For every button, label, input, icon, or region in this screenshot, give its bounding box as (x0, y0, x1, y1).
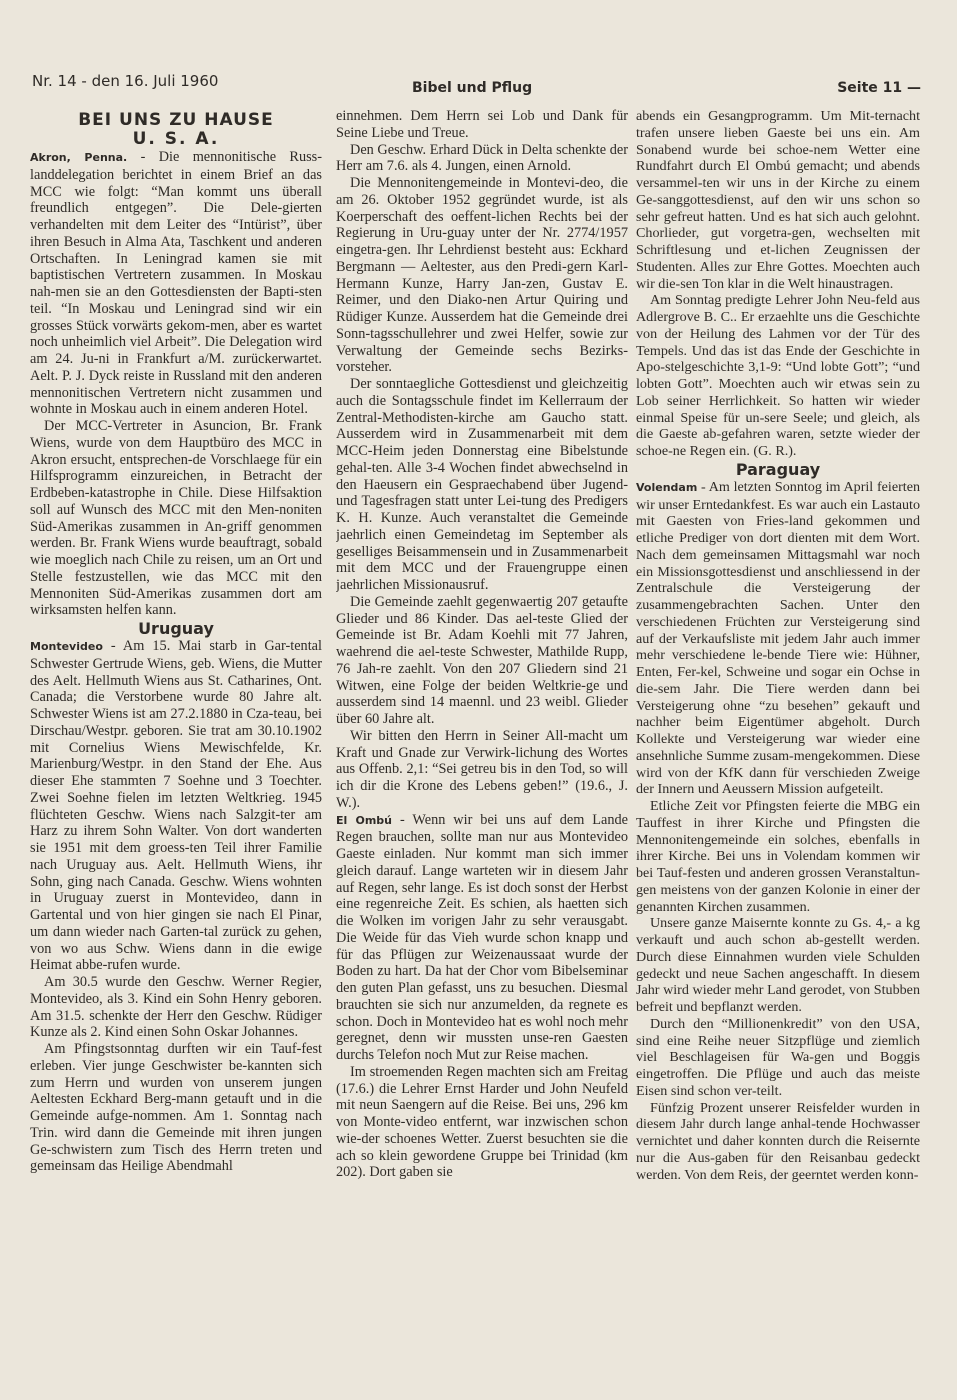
article-paragraph (30, 974, 322, 1041)
article-paragraph (30, 1041, 322, 1175)
article-paragraph (636, 292, 920, 460)
section-heading: Paraguay (735, 459, 821, 479)
article-paragraph (30, 418, 322, 619)
article-paragraph (30, 149, 322, 418)
article-paragraph (636, 798, 920, 915)
article-paragraph (336, 142, 628, 176)
dateline-place: El Ombú (336, 813, 392, 827)
paragraph-text: Unsere ganze Maisernte konnte zu Gs. 4,- a kg verkauft und auch schon ab-gestellt werden. Durch diese Einnahmen wurden viele Schulden gedeckt und neue Sachen angeschafft. In diesem Jahr wird wieder mehr Land gerodet, von Stubben befreit und bepflanzt werden. (636, 915, 920, 1015)
column-2 (336, 108, 628, 1388)
paragraph-text: Am Pfingstsonntag durften wir ein Tauf-fest erleben. Vier junge Geschwister be-kannten sich zum Herrn und wurden von unserem jungen Aeltesten Eckhard Berg-mann getauft und in die Gemeinde aufge-nommen. Am 1. Sonntag nach Trin. wird dann die Gemeinde mit ihren jungen Ge-schwistern zum Tisch des Herrn treten und gemeinsam das Heilige Abendmahl (30, 1041, 322, 1175)
paragraph-text: - Am letzten Sonntog im April feierten wir unser Erntedankfest. Es war auch ein Lastauto mit Gaesten von Fries-land gekommen und etliche Prediger von dort dienten mit dem Wort. Nach dem gemeinsamen Mittagsmahl war noch ein Missionsgottesdienst und anschliessend in der Zentralschule die Versteigerung der zusammengebrachten Sachen. Unter den verschiedenen Früchten zur Versteigerung sind auf der Verkaufsliste mit jedem Jahr auch immer mehr verschiedene le-bende Tiere wie: Hühner, Enten, Fer-kel, Schweine und sogar ein Ochse in die-sem Jahr. Die Tiere werden dann bei Versteigerung ohne “zu besehen” gekauft und nachher beim Eigentümer abgeholt. Durch Kollekte und Versteigerung war wieder eine ansehnliche Summe zusam-mengekommen. Diese wird von der KfK dann für verschieden Zweige der Innern und Aeussern Mission aufgeteilt. (636, 478, 920, 798)
section-heading: BEI UNS ZU HAUSE (78, 110, 274, 130)
paragraph-text: Der sonntaegliche Gottesdienst und gleichzeitig auch die Sontagsschule findet im Kellerraum der Zentral-Methodisten-kirche am Gaucho statt. Ausserdem wird in Zusammenarbeit mit dem MCC-Heim jeden Donnerstag eine Bibelstunde gehal-ten. Alle 3-4 Wochen findet abwechselnd in den Haeusern ein Gespraechabend über Jugend- und Tagesfragen statt unter Lei-tung des Predigers K. H. Kunze. Auch veranstaltet die Gemeinde jaehrlich einen Gemeindetag im September als geselliges Beisammensein und in Zusammenarbeit mit dem MCC und der Frauengruppe einen jaehrlichen Missionausruf. (336, 376, 628, 593)
article-paragraph (336, 728, 628, 812)
dateline-place: Volendam (636, 480, 698, 494)
paragraph-text: - Am 15. Mai starb in Gar-tental Schwester Gertrude Wiens, geb. Wiens, die Mutter des Aelt. Hellmuth Wiens aus St. Catharines, Ont. Canada; die Verstorbene wurde 80 Jahre alt. Schwester Wiens ist am 27.2.1880 in Cza-teau, bei Dirschau/Westpr. geboren. Sie trat am 30.10.1902 mit Cornelius Wiens Mewischfelde, Kr. Marienburg/Westpr. in den Stand der Ehe. Aus dieser Ehe stammten 7 Soehne und 3 Toechter. Zwei Soehne fielen im letzten Weltkrieg. 1945 flüchteten Geschw. Wiens nach Salzgit-ter am Harz zu ihrem Sohn Walter. Von dort wanderten sie 1951 mit dem groess-ten Teil ihrer Familie nach Uruguay aus. Aelt. Hellmuth Wiens, ihr Sohn, ging nach Canada. Geschw. Wiens wohnten in Uruguay zuerst in Montevideo, dann in Gartental und von hier gingen sie nach El Pinar, um dann wieder nach Garten-tal zurück zu gehen, von wo aus Schw. Wiens dann in die ewige Heimat abbe-rufen wurde. (30, 638, 322, 974)
paragraph-text: - Wenn wir bei uns auf dem Lande Regen brauchen, sollte man nur aus Montevideo Gaeste einladen. Nur kommt man sich immer gleich darauf. Lange warteten wir in diesem Jahr auf Regen, sehr lange. Es ist doch sonst der Herbst eine regenreiche Zeit. Es schien, als haetten sich die Wolken im vorigen Jahr zu sehr verausgabt. Die Weide für das Vieh wurde schon knapp und für das Pflügen zur Weizenaussaat wurde der Boden zu hart. Da hat der Chor vom Bibelseminar den guten Plan gefasst, uns zu besuchen. Diesmal brauchten sie sich nur anzumelden, da regnete es schon. Doch in Montevideo hat es wohl noch mehr geregnet, denn wir mussten unse-ren Gaesten durchs Telefon noch Mut zur Reise machen. (336, 811, 628, 1063)
article-paragraph (336, 376, 628, 594)
page-header (30, 68, 927, 98)
article-paragraph (636, 915, 920, 1016)
paragraph-text: Fünfzig Prozent unserer Reisfelder wurden in diesem Jahr durch lange anhal-tende Hochwasser vernichtet und daher konnten durch die Reisernte nur die Aus-gaben für den Reisanbau gedeckt werden. Von dem Reis, der geerntet werden konn- (636, 1099, 920, 1183)
section-heading: Uruguay (138, 619, 214, 638)
article-paragraph (336, 812, 628, 1064)
dateline-place: Akron, Penna. (30, 151, 128, 164)
paragraph-text: einnehmen. Dem Herrn sei Lob und Dank für Seine Liebe und Treue. (336, 108, 628, 141)
paragraph-text: Am 30.5 wurde den Geschw. Werner Regier, Montevideo, als 3. Kind ein Sohn Henry geboren. Am 31.5. schenkte der Herr den Geschw. Rüdiger Kunze als 2. Kind einen Sohn Oskar Johannes. (30, 974, 322, 1041)
article-paragraph (636, 108, 920, 292)
paragraph-text: abends ein Gesangprogramm. Um Mit-ternacht trafen unsere lieben Gaeste bei uns ein. Am Sonabend wurde bei schoe-nem Wetter eine Rundfahrt durch El Ombú gemacht; und abends versammel-ten wir uns in der Kirche zu einem Ge-sanggottesdienst, auf den wir uns schon so sehr gefreut hatten. Und es hat sich auch gelohnt. Chorlieder, gut vorgetra-gen, wechselten mit Schriftlesung und et-lichen Zeugnissen der Studenten. Alles zur Ehre Gottes. Moechten auch wir die-sen Ton klar in die Welt hinaustragen. (636, 108, 920, 292)
paragraph-text: Durch den “Millionenkredit” von den USA, sind eine Reihe neuer Sitzpflüge und ziemlich viel Beschlageisen für Wa-gen und Boggis eingetroffen. Die Pflüge und auch das meiste Eisen sind schon ver-teilt. (636, 1015, 920, 1099)
column-1 (30, 108, 322, 1388)
paragraph-text: Wir bitten den Herrn in Seiner All-macht um Kraft und Gnade zur Verwirk-lichung des Wortes aus Offenb. 2,1: “Sei getreu bis in den Tod, so will ich dir die Krone des Lebens geben!” (19.6., J. W.). (336, 727, 628, 811)
paragraph-text: Den Geschw. Erhard Dück in Delta schenkte der Herr am 7.6. als 4. Jungen, einen Arnold. (336, 141, 628, 175)
article-paragraph (336, 594, 628, 728)
article-paragraph (636, 479, 920, 798)
issue-date: Nr. 14 - den 16. Juli 1960 (32, 72, 219, 90)
dateline-place: Montevideo (30, 640, 103, 653)
paragraph-text: Die Gemeinde zaehlt gegenwaertig 207 getaufte Glieder und 86 Kinder. Das ael-teste Glied der Gemeinde ist Br. Adam Koehli mit 77 Jahren, waehrend die ael-teste Schwester, Mathilde Rupp, 76 Jah-re zaehlt. Von den 207 Gliedern sind 21 Witwen, eine Folge der beiden Weltkrie-ge und ausserdem sind 14 maennl. und 23 weibl. Glieder über 60 Jahre alt. (336, 593, 628, 727)
article-paragraph (636, 1100, 920, 1184)
page-number: Seite 11 — (837, 80, 921, 96)
article-paragraph (636, 1016, 920, 1100)
paragraph-text: Der MCC-Vertreter in Asuncion, Br. Frank Wiens, wurde von dem Hauptbüro des MCC in Akron ersucht, entsprechen-de Vorschlaege für ein Hilfsprogramm einzureichen, in Betracht der Erdbeben-katastrophe in Chile. Diese Hilfsaktion soll auf Wunsch des MCC mit den Men-noniten Süd-Amerikas zusammen in An-griff genommen werden. Br. Frank Wiens wurde beauftragt, sobald wie moeglich nach Chile zu reisen, um an Ort und Stelle festzustellen, wie das MCC mit den Mennoniten Süd-Amerikas zusammen dort am wirksamsten helfen kann. (30, 418, 322, 619)
paragraph-text: Die Mennonitengemeinde in Montevi-deo, die am 26. Oktober 1952 gegründet wurde, ist als Koerperschaft des oeffent-lichen Rechts bei der Regierung in Uru-guay unter der Nr. 2774/1957 eingetra-gen. Ihr Lehrdienst besteht aus: Eckhard Bergmann — Aeltester, aus den Predi-gern Karl-Hermann Kunze, Harry Jan-zen, Gustav E. Reimer, und den Diako-nen Artur Quiring und Rüdiger Kunze. Ausserdem hat die Gemeinde drei Sonn-tagsschullehrer und zwei Helfer, sowie zur Verwaltung der Gemeinde sechs Bezirks-vorsteher. (336, 175, 628, 376)
article-paragraph (336, 108, 628, 142)
paragraph-text: Etliche Zeit vor Pfingsten feierte die MBG ein Tauffest in ihrer Kirche und Pfingsten die Mennonitengemeinde ein solches, ebenfalls in ihrer Kirche. Bei uns in Volendam kommen wir bei Tauf-festen und anderen grossen Veranstaltun-gen meistens von der ganzen Kolonie in einer der genannten Kirchen zusammen. (636, 798, 920, 915)
article-paragraph (30, 638, 322, 974)
section-heading: U. S. A. (132, 129, 220, 149)
paragraph-text: Im stroemenden Regen machten sich am Freitag (17.6.) die Lehrer Ernst Harder und John Neufeld mit neun Saengern auf die Reise. Bei uns, 296 km von Monte-video entfernt, war inzwischen schon wie-der schoenes Wetter. Zuerst besuchten sie die ach so klein gewordene Gruppe bei Trinidad (km 202). Dort gaben sie (336, 1063, 628, 1181)
article-paragraph (336, 175, 628, 376)
paragraph-text: Am Sonntag predigte Lehrer John Neu-feld aus Adlergrove B. C.. Er erzaehlte uns die Geschichte von der Heilung des Lahmen vor der Tür des Tempels. Und das ist das Ende der Geschichte in Apo-stelgeschichte 3,1-9: “Und lobte Gott”; “und lobten Gott”. Moechten auch wir etwas sein zu Lob seiner Herrlichkeit. So hatten wir wieder einmal Speise für un-sere Seele; und gleich, als die Gaeste ab-gefahren waren, setzte wieder der schoe-ne Regen ein. (G. R.). (636, 292, 920, 459)
publication-title: Bibel und Pflug (412, 80, 533, 96)
column-3 (636, 108, 920, 1388)
paragraph-text: - Die mennonitische Russ-landdelegation berichtet in einem Brief an das MCC wie folgt: “Man kommt uns überall freundlich entgegen”. Die Dele-gierten verhandelten mit dem Leiter des “Intürist”, über ihren Besuch in Alma Ata, Taschkent und anderen Ortschaften. In Leningrad kamen sie mit baptistischen Vertretern zusammen. In Moskau nah-men sie an den Gottesdiensten der Bapti-sten teil. “In Moskau und Leningrad sind wir ein grosses Stück vorwärts gekom-men, aber es wartet noch unheimlich viel Arbeit”. Die Delegation wird am 24. Ju-ni in Frankfurt a/M. zurückerwartet. Aelt. P. J. Dyck reiste in Russland mit den anderen mennonitischen Vertretern nicht zusammen und wohnte in Moskau auch in einem anderen Hotel. (30, 149, 322, 418)
article-paragraph (336, 1064, 628, 1181)
